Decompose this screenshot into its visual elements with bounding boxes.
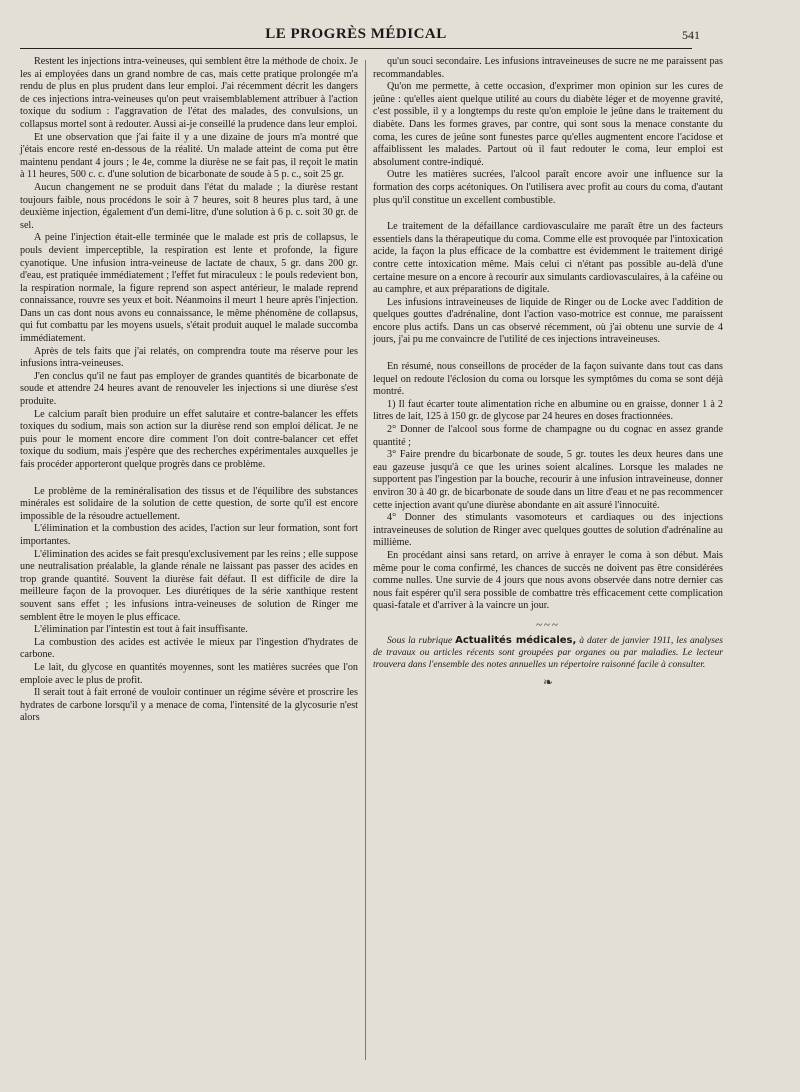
list-item: 4° Donner des stimulants vasomoteurs et cardiaques ou des injections intraveineuses de solution de Ringer avec quelques gouttes de solution d'adrénaline au millième.: [373, 512, 723, 549]
paragraph: Il serait tout à fait erroné de vouloir continuer un régime sévère et proscrire les hydrates de carbone lorsqu'il y a menace de coma, l'intensité de la glycosurie n'est alors: [20, 687, 358, 724]
right-column: [373, 56, 723, 688]
paragraph: J'en conclus qu'il ne faut pas employer de grandes quantités de bicarbonate de soude et attendre 24 heures avant de renouveler les injections si une diurèse s'est produite.: [20, 370, 358, 408]
paragraph: qu'un souci secondaire. Les infusions intraveineuses de sucre ne me paraissent pas recommandables.: [373, 56, 723, 80]
list-item: 3° Faire prendre du bicarbonate de soude, 5 gr. toutes les deux heures dans une eau gazeuse jusqu'à ce que les urines soient alcalines. Lorsque les malades ne supportent pas l'ingestion par la bouche, recourir à une infusion intraveineuse, donner environ 30 à 40 gr. de bicarbonate de soude dans un litre d'eau et ne pas recommencer cette injection avant qu'une diurèse abondante en ait assuré l'innocuité.: [373, 449, 723, 511]
list-item: 2° Donner de l'alcool sous forme de champagne ou du cognac en assez grande quantité ;: [373, 424, 723, 448]
page-number: 541: [682, 28, 700, 42]
paragraph: Qu'on me permette, à cette occasion, d'exprimer mon opinion sur les cures de jeûne : qu'elles aient quelque utilité au cours du diabète léger et de moyenne gravité, c'est possible, il y a longtemps du reste qu'on emploie le jeûne dans le traitement du diabète. Dans les formes graves, par contre, qui sont sous la menace constante du coma, les cures de jeûne sont funestes parce qu'elles augmentent encore l'acidose et affaiblissent les malades. Partout où il faut redouter le coma, leur emploi est absolument contre-indiqué.: [373, 81, 723, 168]
paragraph: Les infusions intraveineuses de liquide de Ringer ou de Locke avec l'addition de quelques gouttes d'adrénaline, dont l'action vaso-motrice est connue, me paraissent encore plus actifs. Dans un cas observé récemment, où j'ai obtenu une survie de 4 jours, j'ai pu me convaincre de l'utilité de ces injections intraveineuses.: [373, 296, 723, 346]
section-separator: ~~~: [536, 618, 560, 631]
paragraph: Aucun changement ne se produit dans l'état du malade ; la diurèse restant toujours faible, nous procédons le soir à 7 heures, soit 8 heures plus tard, à une deuxième injection, également d'un demi-litre, d'une solution à 6 p. c. soit 30 gr. de sel.: [20, 181, 358, 231]
paragraph: L'élimination des acides se fait presqu'exclusivement par les reins ; elle suppose une neutralisation préalable, la glande rénale ne laissant pas passer des acides en trop grande quantité. Souvent la diurèse fait défaut. Il est difficile de dire la meilleure façon de la provoquer. Les diurétiques de la série xanthique restent souvent sans effet ; les infusions intra-veineuses de solution de Ringer me semblent être le moyen le plus efficace.: [20, 548, 358, 623]
paragraph: L'élimination et la combustion des acides, l'action sur leur formation, sont fort importantes.: [20, 523, 358, 547]
paragraph: A peine l'injection était-elle terminée que le malade est pris de collapsus, le pouls devient imperceptible, la respiration est lente et profonde, la figure cyanotique. Une infusion intra-veineuse de lactate de chaux, 5 gr. dans 200 gr. d'eau, est pratiquée immédiatement ; l'effet fut miraculeux : le pouls redevient bon, la respiration normale, la figure reprend son aspect antérieur, le malade reprend connaissance, rouvre ses yeux et boit. Néanmoins il meurt 1 heure après l'injection. Dans un cas dont nous avons eu connaissance, le même phénomène de collapsus, qui fut combattu par les moyens usuels, s'était produit auquel le malade succomba immédiatement.: [20, 232, 358, 345]
left-column: [20, 56, 358, 725]
paragraph: Le traitement de la défaillance cardiovasculaire me paraît être un des facteurs essentiels dans la thérapeutique du coma. Comme elle est provoquée par l'intoxication acide, la façon la plus efficace de la combattre est évidemment le traitement dirigé contre cette intoxication même. Mais celui ci n'étant pas possible au-delà d'une certaine mesure on a encore à recourir aux simulants cardiovasculaires, à la caféine ou au camphre, et aux préparations de digitale.: [373, 221, 723, 296]
list-item: 1) Il faut écarter toute alimentation riche en albumine ou en graisse, donner 1 à 2 litres de lait, 125 à 150 gr. de glycose par 24 heures en doses fractionnées.: [373, 398, 723, 423]
paragraph: L'élimination par l'intestin est tout à fait insuffisante.: [34, 624, 248, 636]
paragraph: Le lait, du glycose en quantités moyennes, sont les matières sucrées que l'on emploie avec le plus de profit.: [20, 661, 358, 686]
column-divider: [365, 60, 366, 1060]
paragraph: Outre les matières sucrées, l'alcool paraît encore avoir une influence sur la formation des corps acétoniques. On l'utilisera avec profit au cours du coma, d'autant plus qu'il constitue un excellent combustible.: [373, 169, 723, 206]
paragraph: Le calcium paraît bien produire un effet salutaire et contre-balancer les effets toxiques du sodium, mais son action sur la diurèse rend son emploi délicat. Je ne puis pour le moment encore dire comment l'on doit contre-balancer cet effet toxique du sodium, mais j'espère que des recherches expérimentales auxquelles je fais procéder apporteront quelque progrès dans ce problème.: [20, 408, 358, 470]
note-prefix: Sous la rubrique: [387, 634, 453, 646]
paragraph: En procédant ainsi sans retard, on arrive à enrayer le coma à son début. Mais même pour le coma confirmé, les chances de succès ne doivent pas être considérées comme nulles. Une survie de 4 jours que nous avons observée dans notre dernier cas nous fait espérer qu'il sera possible de combattre très efficacement cette complication quasi-fatale et d'arriver à la vaincre un jour.: [373, 549, 723, 612]
paragraph: La combustion des acides est activée le mieux par l'ingestion d'hydrates de carbone.: [20, 636, 358, 661]
editorial-note: [373, 635, 723, 672]
paragraph: Après de tels faits que j'ai relatés, on comprendra toute ma réserve pour les infusions intra-veineuses.: [20, 345, 358, 370]
paragraph: Restent les injections intra-veineuses, qui semblent être la méthode de choix. Je les ai employées dans un grand nombre de cas, mais cette pratique prolongée m'a rendu de plus en plus prudent dans leur emploi. J'ai récemment décrit les dangers de ces injections intra-veineuses qu'on peut vraisemblablement attribuer à l'action toxique du sodium : l'aggravation de l'état des malades, des convulsions, un collapsus mortel sont à redouter. Aussi ai-je conseillé la prudence dans leur emploi.: [20, 56, 358, 130]
paragraph: Et une observation que j'ai faite il y a une dizaine de jours m'a montré que j'étais encore resté en-dessous de la réalité. Un malade atteint de coma put être maintenu pendant 4 jours ; le 4e, comme la diurèse ne se fait pas, il reçoit le matin à 11 heures, 500 c. c. d'une solution de bicarbonate de soude à 5 p. c., soit 25 gr.: [20, 131, 358, 181]
paragraph: Le problème de la reminéralisation des tissus et de l'équilibre des substances minérales est solidaire de la solution de cette question, de sorte qu'il est encore impossible de la résoudre actuellement.: [20, 485, 358, 522]
paragraph: En résumé, nous conseillons de procéder de la façon suivante dans tout cas dans lequel on redoute l'éclosion du coma ou lorsque les symptômes du coma se sont déjà montré.: [373, 361, 723, 398]
page-header: [20, 22, 700, 49]
end-ornament: ❧: [542, 674, 554, 689]
note-rubric: Actualités médicales,: [455, 634, 577, 646]
journal-title: LE PROGRÈS MÉDICAL: [265, 26, 447, 42]
note-text: à dater de janvier 1911, les analyses de travaux ou articles récents sont groupées par organes ou par maladies. Le lecteur trouvera dans l'ensemble des notes annuelles un répertoire raisonné facile à consulter.: [373, 634, 723, 671]
